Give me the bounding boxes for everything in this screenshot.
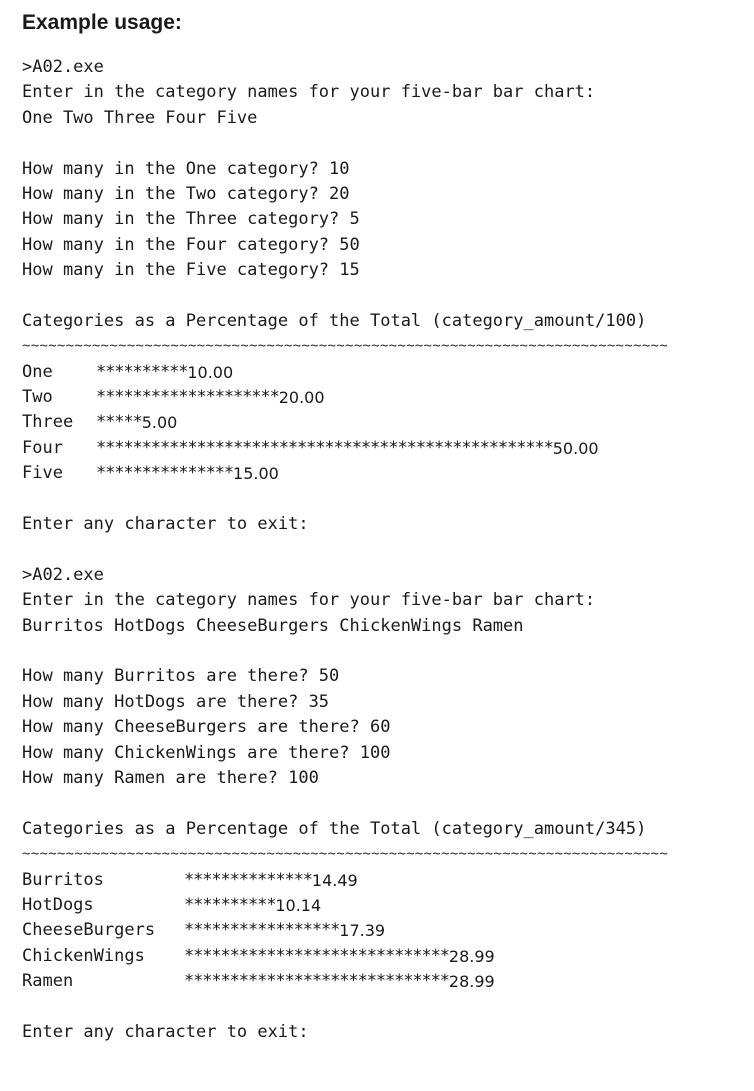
blank-line <box>22 537 668 562</box>
blank-line <box>22 994 668 1019</box>
tilde-rule: ~~~~~~~~~~~~~~~~~~~~~~~~~~~~~~~~~~~~~~~~~~~~~~~~~~~~~~~~~~~~~~~~~~~~~~~~~~ <box>22 338 668 355</box>
names-input: One Two Three Four Five <box>22 107 258 128</box>
row-value: 5.00 <box>141 413 178 433</box>
chart-row <box>22 385 668 410</box>
row-value: 20.00 <box>278 388 325 408</box>
row-bar: ***************** <box>184 920 340 941</box>
row-value: 50.00 <box>552 438 599 458</box>
row-label: HotDogs <box>22 894 94 915</box>
chart-row <box>22 868 668 893</box>
chart-row <box>22 893 668 918</box>
row-bar: ************** <box>184 869 312 890</box>
question-line: How many in the Four category? 50 <box>22 234 360 255</box>
row-value: 14.49 <box>311 870 358 890</box>
names-prompt: Enter in the category names for your five-bar bar chart: <box>22 82 596 103</box>
row-label: Ramen <box>22 971 74 992</box>
question-line: How many ChickenWings are there? 100 <box>22 742 391 763</box>
blank-line <box>22 487 668 512</box>
exit-prompt: Enter any character to exit: <box>22 514 309 535</box>
row-value: 15.00 <box>233 464 279 484</box>
row-label: Three <box>22 412 74 433</box>
row-value: 28.99 <box>448 972 495 992</box>
section-heading: Example usage: <box>22 11 182 34</box>
names-input: Burritos HotDogs CheeseBurgers ChickenWings Ramen <box>22 615 524 636</box>
row-bar: ***************************** <box>184 945 449 966</box>
chart-row <box>22 969 668 994</box>
question-line: How many HotDogs are there? 35 <box>22 691 330 712</box>
row-label: Two <box>22 387 53 408</box>
row-value: 10.00 <box>187 362 234 382</box>
chart-row <box>22 461 668 486</box>
chart-title: Categories as a Percentage of the Total (category_amount/345) <box>22 818 647 839</box>
question-line: How many Burritos are there? 50 <box>22 666 340 687</box>
row-label: ChickenWings <box>22 945 145 966</box>
row-label: Five <box>22 463 63 484</box>
question-line: How many in the Five category? 15 <box>22 260 360 281</box>
chart-row <box>22 410 668 435</box>
run-one <box>22 55 668 563</box>
chart-row <box>22 918 668 943</box>
row-value: 17.39 <box>339 921 386 941</box>
blank-line <box>22 131 668 156</box>
row-bar: ***** <box>96 412 142 433</box>
chart-row <box>22 436 668 461</box>
names-prompt: Enter in the category names for your five-bar bar chart: <box>22 590 596 611</box>
row-value: 10.14 <box>275 895 322 915</box>
console-listing <box>22 55 668 1045</box>
question-line: How many CheeseBurgers are there? 60 <box>22 717 391 738</box>
blank-line <box>22 791 668 816</box>
row-label: One <box>22 361 53 382</box>
question-line: How many in the Three category? 5 <box>22 209 360 230</box>
exit-prompt: Enter any character to exit: <box>22 1021 309 1042</box>
row-bar: ************************************************** <box>96 437 553 458</box>
blank-line <box>22 284 668 309</box>
run-two <box>22 563 668 1045</box>
row-bar: ******************** <box>96 387 279 408</box>
row-bar: ********** <box>96 361 188 382</box>
question-line: How many Ramen are there? 100 <box>22 767 319 788</box>
row-bar: ***************************** <box>184 971 449 992</box>
row-label: CheeseBurgers <box>22 920 156 941</box>
row-bar: ********** <box>184 894 276 915</box>
question-line: How many in the One category? 10 <box>22 158 350 179</box>
question-line: How many in the Two category? 20 <box>22 183 350 204</box>
command-line: >A02.exe <box>22 57 104 77</box>
row-value: 28.99 <box>448 946 495 966</box>
tilde-rule: ~~~~~~~~~~~~~~~~~~~~~~~~~~~~~~~~~~~~~~~~~~~~~~~~~~~~~~~~~~~~~~~~~~~~~~~~~~ <box>22 846 668 863</box>
command-line: >A02.exe <box>22 564 104 585</box>
row-label: Four <box>22 437 63 458</box>
chart-row <box>22 360 668 385</box>
row-label: Burritos <box>22 869 104 890</box>
chart-title: Categories as a Percentage of the Total (category_amount/100) <box>22 310 647 331</box>
row-bar: *************** <box>96 463 234 484</box>
chart-row <box>22 944 668 969</box>
blank-line <box>22 639 668 664</box>
